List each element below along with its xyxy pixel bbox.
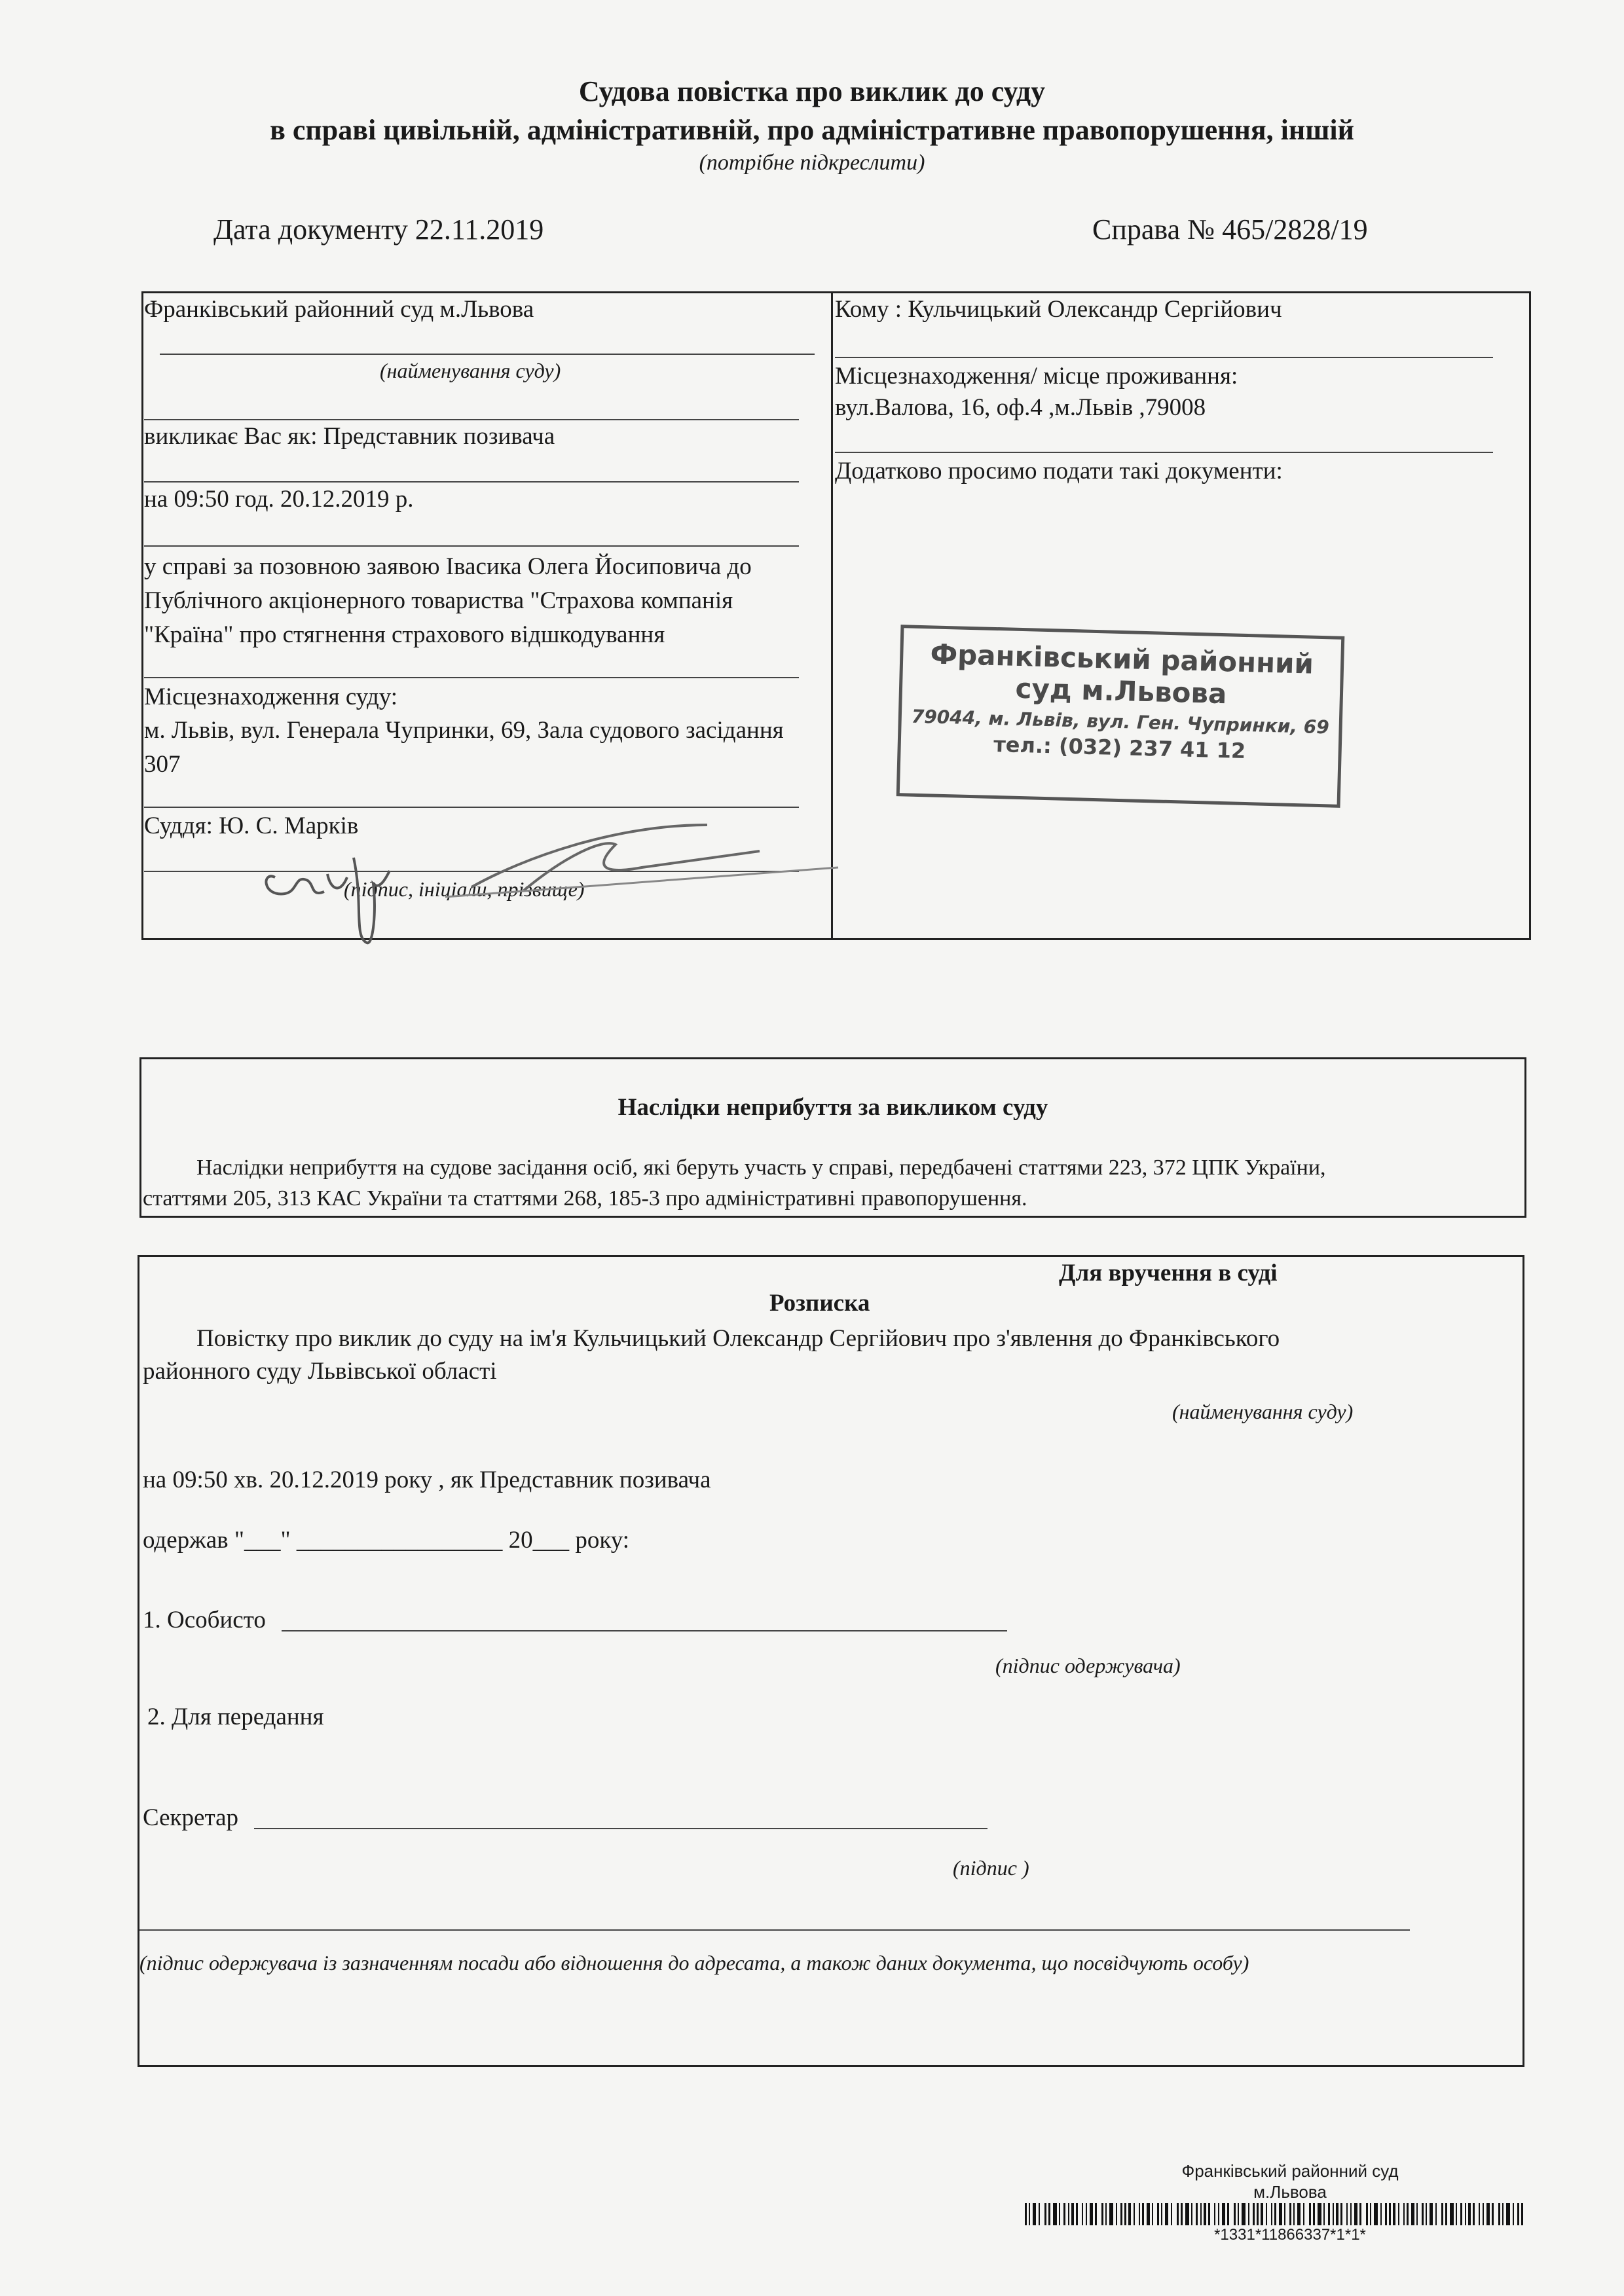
barcode-bar — [1328, 2203, 1330, 2225]
stamp-line2: суд м.Львова — [1014, 672, 1228, 710]
rule — [144, 807, 799, 808]
barcode-bar — [1253, 2203, 1255, 2225]
barcode-bar — [1450, 2203, 1454, 2225]
barcode-bar — [1309, 2203, 1311, 2225]
barcode-bar — [1303, 2203, 1304, 2225]
barcode-bar — [1506, 2203, 1510, 2225]
barcode-bar — [1385, 2203, 1387, 2225]
barcode-bar — [1465, 2203, 1466, 2225]
consequences-text-line2: статтями 205, 313 КАС України та статтями 268, 185-3 про адміністративні правопорушення. — [143, 1186, 1027, 1211]
consequences-title: Наслідки неприбуття за викликом суду — [618, 1094, 1048, 1121]
barcode-bar — [1323, 2203, 1325, 2225]
court-name-caption: (найменування суду) — [380, 359, 561, 382]
barcode-bar — [1479, 2203, 1480, 2225]
barcode-bar — [1359, 2203, 1361, 2225]
barcode-bar — [1521, 2203, 1523, 2225]
barcode-bar — [1333, 2203, 1334, 2225]
barcode-bar — [1293, 2203, 1295, 2225]
address-value: вул.Валова, 16, оф.4 ,м.Львів ,79008 — [835, 394, 1206, 421]
barcode-bar — [1297, 2203, 1301, 2225]
barcode-court-line1: Франківський районний суд — [1181, 2161, 1399, 2181]
barcode-bar — [1517, 2203, 1519, 2225]
barcode-bar — [1142, 2203, 1144, 2225]
rule — [144, 677, 799, 678]
barcode-bar — [1139, 2203, 1140, 2225]
barcode-bar — [1416, 2203, 1418, 2225]
judge-signature — [249, 812, 904, 956]
barcode-bar — [1422, 2203, 1424, 2225]
barcode-bar — [1407, 2203, 1409, 2225]
rule — [144, 481, 799, 483]
barcode-bar — [1029, 2203, 1030, 2225]
underline-note: (потрібне підкреслити) — [699, 151, 925, 175]
recipient-id-caption: (підпис одержувача із зазначенням посади або відношення до адресата, а також даних документа, що посвідчують особу) — [139, 1951, 1249, 1975]
barcode-bar — [1053, 2203, 1057, 2225]
barcode-bar — [1374, 2203, 1378, 2225]
barcode-bar — [1181, 2203, 1183, 2225]
barcode-bar — [1204, 2203, 1206, 2225]
barcode-bar — [1116, 2203, 1117, 2225]
barcode-bar — [1284, 2203, 1285, 2225]
barcode-bar — [1196, 2203, 1198, 2225]
barcode-bar — [1366, 2203, 1368, 2225]
barcode-bar — [1039, 2203, 1040, 2225]
barcode-bar — [1426, 2203, 1427, 2225]
court-location: м. Львів, вул. Генерала Чупринки, 69, Зала судового засідання 307 — [144, 717, 784, 778]
personally-label: 1. Особисто — [143, 1607, 266, 1633]
barcode-court — [1113, 2160, 1467, 2202]
barcode-bar — [1354, 2203, 1357, 2225]
transfer-label: 2. Для передання — [147, 1704, 324, 1730]
receipt-title: Розписка — [769, 1290, 870, 1317]
barcode-bar — [1336, 2203, 1338, 2225]
barcode-bar — [1483, 2203, 1484, 2225]
recipient: Кому : Кульчицький Олександр Сергійович — [835, 296, 1282, 323]
receipt-line2: районного суду Львівської області — [143, 1358, 497, 1385]
secretary-label: Секретар — [143, 1804, 238, 1831]
barcode-bar — [1492, 2203, 1494, 2225]
barcode-bar — [1048, 2203, 1050, 2225]
barcode-bar — [1498, 2203, 1500, 2225]
summons-role: викликає Вас як: Представник позивача — [144, 423, 555, 450]
barcode-bar — [1411, 2203, 1414, 2225]
barcode-bar — [1389, 2203, 1391, 2225]
barcode-court-line2: м.Львова — [1253, 2182, 1327, 2202]
barcode-bar — [1248, 2203, 1249, 2225]
barcode-bar — [1134, 2203, 1135, 2225]
barcode-bar — [1242, 2203, 1246, 2225]
secretary-sign-caption: (підпис ) — [953, 1856, 1029, 1880]
barcode-bar — [1227, 2203, 1229, 2225]
barcode-bar — [1147, 2203, 1150, 2225]
rule — [835, 357, 1493, 358]
document-title: Судова повістка про виклик до суду — [578, 75, 1046, 107]
court-name: Франківський районний суд м.Львова — [144, 296, 534, 323]
barcode-bar — [1279, 2203, 1282, 2225]
barcode-bar — [1124, 2203, 1126, 2225]
barcode-bar — [1218, 2203, 1219, 2225]
barcode-bar — [1095, 2203, 1097, 2225]
barcode-bar — [1445, 2203, 1447, 2225]
barcode-bar — [1185, 2203, 1189, 2225]
barcode-bar — [1435, 2203, 1437, 2225]
receipt-line1: Повістку про виклик до суду на ім'я Кульчицький Олександр Сергійович про з'явлення до Франківського — [196, 1325, 1280, 1352]
barcode-bar — [1025, 2203, 1027, 2225]
judge-name: Суддя: Ю. С. Марків — [144, 812, 359, 839]
barcode-bar — [1101, 2203, 1103, 2225]
barcode-bar — [1171, 2203, 1172, 2225]
barcode-bar — [1257, 2203, 1259, 2225]
barcode-bar — [1128, 2203, 1131, 2225]
address-label: Місцезнаходження/ місце проживання: — [835, 363, 1238, 390]
barcode-bar — [1380, 2203, 1382, 2225]
barcode-bar — [1473, 2203, 1475, 2225]
extra-documents: Додатково просимо подати такі документи: — [835, 458, 1283, 484]
rule — [160, 354, 815, 355]
court-location-label: Місцезнаходження суду: — [144, 683, 398, 710]
barcode-bar — [1289, 2203, 1291, 2225]
barcode-bar — [1403, 2203, 1405, 2225]
barcode-bar — [1086, 2203, 1087, 2225]
barcode-bar — [1090, 2203, 1093, 2225]
barcode — [1025, 2203, 1529, 2227]
barcode-bar — [1513, 2203, 1514, 2225]
court-stamp — [896, 625, 1345, 808]
barcode-bar — [1044, 2203, 1046, 2225]
barcode-bar — [1460, 2203, 1462, 2225]
barcode-bar — [1109, 2203, 1113, 2225]
signature-caption: (підпис, ініціали, прізвище) — [344, 877, 585, 901]
barcode-bar — [1456, 2203, 1457, 2225]
hearing-time: на 09:50 год. 20.12.2019 р. — [144, 486, 414, 513]
barcode-bar — [1033, 2203, 1036, 2225]
receipt-court-caption: (найменування суду) — [1172, 1400, 1354, 1423]
receipt-time: на 09:50 хв. 20.12.2019 року , як Представник позивача — [143, 1467, 711, 1493]
barcode-bar — [1157, 2203, 1159, 2225]
document-date: Дата документу 22.11.2019 — [213, 213, 544, 246]
barcode-bar — [1370, 2203, 1371, 2225]
barcode-bar — [1177, 2203, 1179, 2225]
barcode-bar — [1076, 2203, 1078, 2225]
barcode-bar — [1208, 2203, 1210, 2225]
barcode-bar — [1238, 2203, 1239, 2225]
case-description: у справі за позовною заявою Івасика Олега Йосиповича до Публічного акціонерного товариства "Страхова компанія "Країна" про стягнення страхового відшкодування — [144, 553, 752, 648]
case-number: Справа № 465/2828/19 — [1092, 213, 1368, 246]
barcode-bar — [1318, 2203, 1321, 2225]
barcode-bar — [1271, 2203, 1272, 2225]
barcode-bar — [1214, 2203, 1215, 2225]
barcode-bar — [1152, 2203, 1153, 2225]
barcode-bar — [1398, 2203, 1399, 2225]
barcode-bar — [1486, 2203, 1490, 2225]
barcode-bar — [1234, 2203, 1236, 2225]
barcode-number: *1331*11866337*1*1* — [1214, 2226, 1366, 2244]
barcode-bar — [1430, 2203, 1433, 2225]
recipient-signature-caption: (підпис одержувача) — [995, 1654, 1181, 1677]
barcode-bar — [1105, 2203, 1107, 2225]
document-subtitle: в справі цивільній, адміністративній, про адміністративне правопорушення, іншій — [270, 114, 1354, 146]
barcode-bar — [1120, 2203, 1122, 2225]
barcode-bar — [1063, 2203, 1065, 2225]
barcode-bar — [1200, 2203, 1202, 2225]
barcode-bar — [1266, 2203, 1267, 2225]
barcode-bar — [1165, 2203, 1168, 2225]
barcode-bar — [1191, 2203, 1192, 2225]
barcode-bar — [1502, 2203, 1504, 2225]
for-court-delivery: Для вручення в суді — [1059, 1260, 1278, 1286]
barcode-bar — [1261, 2203, 1263, 2225]
barcode-bar — [1059, 2203, 1060, 2225]
rule — [144, 545, 799, 547]
barcode-bar — [1222, 2203, 1225, 2225]
barcode-bar — [1340, 2203, 1342, 2225]
barcode-bar — [1071, 2203, 1074, 2225]
barcode-bar — [1161, 2203, 1162, 2225]
barcode-bar — [1346, 2203, 1348, 2225]
barcode-bar — [1274, 2203, 1276, 2225]
barcode-bar — [1393, 2203, 1395, 2225]
barcode-bar — [1313, 2203, 1315, 2225]
stamp-line1: Франківський районний — [929, 638, 1314, 680]
barcode-bar — [1082, 2203, 1083, 2225]
rule — [835, 452, 1493, 453]
stamp-line4: тел.: (032) 237 41 12 — [993, 731, 1246, 764]
barcode-bar — [1468, 2203, 1471, 2225]
stamp-line3: 79044, м. Львів, вул. Ген. Чупринки, 69 — [911, 705, 1330, 738]
footer-rule — [139, 1929, 1410, 1931]
received-date: одержав "___" _________________ 20___ року: — [143, 1527, 630, 1554]
barcode-bar — [1068, 2203, 1069, 2225]
consequences-text-line1: Наслідки неприбуття на судове засідання осіб, які беруть участь у справі, передбачені статтями 223, 372 ЦПК України, — [196, 1156, 1326, 1180]
barcode-bar — [1350, 2203, 1352, 2225]
secretary-rule — [254, 1828, 987, 1829]
barcode-bar — [1441, 2203, 1443, 2225]
personally-rule — [282, 1630, 1007, 1631]
